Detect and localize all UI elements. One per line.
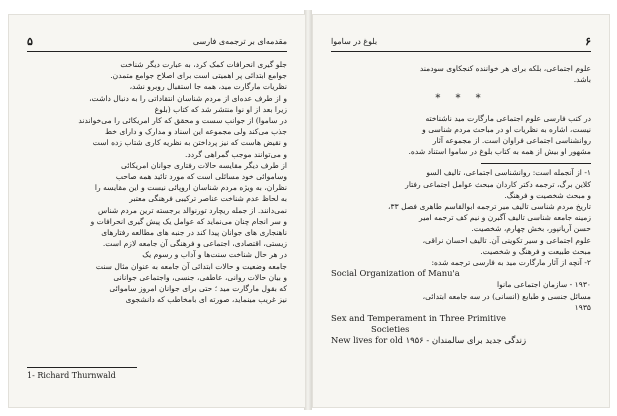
text-line: نیست، اشاره به نظریات او در مباحث مردم شناسی و: [422, 124, 591, 134]
right-page-header: [331, 35, 591, 52]
text-line: به لحاظ عدم شناخت عناصر ترکیبی فرهنگی معتبر: [129, 194, 287, 204]
text-line: از طرف دیگر مقایسه حالات رفتاری جوانان امریکائی: [120, 160, 287, 170]
reference-line: زمینه جامعه شناسی تالیف آگبرن و نیم کف ترجمه امیر: [419, 213, 591, 223]
reference-line: ۱- از آنجمله است: روانشناسی اجتماعی، تالیف السو: [426, 168, 591, 178]
reference-line: و مبحث شخصیت و فرهنگ.: [504, 190, 591, 200]
text-line: در هر حال شناخت سنت‌ها و آداب و رسوم یک: [142, 250, 287, 260]
left-page-number: ۵: [27, 35, 33, 48]
work-line: ۱۹۳۰ - سازمان اجتماعی مانوا: [496, 280, 591, 290]
text-line: باشد.: [573, 75, 591, 85]
footnote: 1- Richard Thurnwald: [27, 371, 116, 380]
right-page: [312, 14, 610, 408]
text-line: جلو گیری انحرافات کمک کرد، به عبارت دیگر شناخت: [120, 60, 287, 69]
section-separator: * * *: [435, 93, 487, 105]
text-line: نظریات مارگارت مید، همه جا استقبال روبرو نشد،: [129, 82, 287, 92]
text-line: که بقول مارگارت مید ؛ حتی برای جوانان امروز ساموائی: [109, 284, 287, 294]
text-line: ناهنجاری های جوانان پیدا کند در جنبه های مطالعه رفتارهای: [101, 228, 287, 238]
work-title-en: New lives for old ۱۹۵۶ - زندگی جدید برای سالمندان: [331, 335, 527, 346]
left-body-text: [27, 59, 287, 305]
text-line: وساموائی خود مسائلی است که مورد تائید همه صاحب: [115, 172, 287, 182]
text-line: جامعه وضعیت و حالات ابتدائی آن جامعه به عنوان مثال سنت: [95, 261, 287, 271]
text-line: و نقیض هاست که نیز پرداختن به نظریه کاری شتاب زده است: [92, 138, 287, 148]
text-line: و می‌توانند موجب گمراهی گردد.: [184, 149, 287, 159]
text-line: و از طرف عده‌ای از مردم شناسان انتقاداتی را به دنبال داشت،: [89, 93, 287, 103]
text-line: مشهور او بیش از همه به کتاب بلوغ در ساموا استناد شده.: [408, 147, 591, 157]
right-body-text: [331, 63, 591, 347]
footnote-rule: [481, 163, 591, 164]
reference-line: کلاین برگ، ترجمه دکتر کاردان مبحث عوامل اجتماعی رفتار: [405, 179, 591, 189]
text-line: و سر انجام چنان می‌نماید که عوامل یک پیش گیری انحرافات و: [90, 216, 287, 226]
reference-line: حسن آریانپور، بخش چهارم، شخصیت.: [471, 224, 591, 234]
work-line: ۱۹۳۵: [574, 302, 591, 312]
work-title-en: Social Organization of Manu'a: [331, 268, 460, 279]
text-line: روانشناسی اجتماعی فراوان است. از مجموعه آثار: [432, 136, 591, 146]
left-page-header: [27, 35, 287, 52]
text-line: جذب می‌کند ولی مجموعه این اسناد و مدارک و دارای خط: [105, 127, 287, 137]
text-line: و بیان حالات روانی، عاطفی، جنسی، واجتماعی جوانانی: [113, 272, 287, 282]
reference-line: مبحث طبیعت و فرهنگ و شخصیت.: [480, 246, 591, 256]
text-line: جوامع ابتدائی پر اهمیتی است برای اصلاح جوامع متمدن.: [110, 71, 287, 81]
left-running-title: مقدمه‌ای بر ترجمه‌ی فارسی: [192, 37, 287, 46]
work-title-en: Societies: [371, 324, 410, 335]
left-page: [8, 14, 306, 408]
reference-line: تاریخ مردم شناسی تالیف میر ترجمه ابوالقاسم طاهری فصل ۳۳،: [388, 202, 591, 212]
footnote-rule: [27, 367, 137, 368]
reference-line: ۲- آنچه از آثار مارگارت مید به فارسی ترجمه شده:: [431, 258, 591, 268]
text-line: زیستی، اقتصادی، اجتماعی و فرهنگی آن جامعه لازم است.: [102, 239, 287, 249]
text-line: نمی‌دانند. از جمله ریچارد تورنوالد برجسته ترین مردم شناس: [98, 205, 287, 215]
text-line: در ساموا) از جوانب سست و محقق که کار امریکائی را می‌خواندند: [78, 116, 287, 126]
text-line: نیز غریب مینماید، صورته ای بامخاطب که دانشجوی: [125, 295, 287, 305]
right-page-number: ۶: [585, 35, 591, 48]
text-line: نظران، به ویژه مردم شناسان اروپائی نیست و این مقایسه را: [94, 183, 287, 193]
text-line: زیرا بعد از او نوا منتشر شد که کتاب (بلوغ: [154, 104, 287, 114]
reference-line: علوم اجتماعی و سیر تکوینی آن. تالیف احسان نراقی،: [422, 235, 591, 245]
work-title-en: Sex and Temperament in Three Primitive: [331, 313, 506, 324]
right-running-title: بلوغ در ساموا: [331, 37, 378, 46]
work-line: مسائل جنسی و طبایع (انسانی) در سه جامعه ابتدائی،: [422, 291, 591, 301]
text-line: در کتب فارسی علوم اجتماعی مارگارت مید ناشناخته: [425, 113, 591, 123]
text-line: علوم اجتماعی، بلکه برای هر خواننده کنجکاوی سودمند: [419, 64, 591, 73]
